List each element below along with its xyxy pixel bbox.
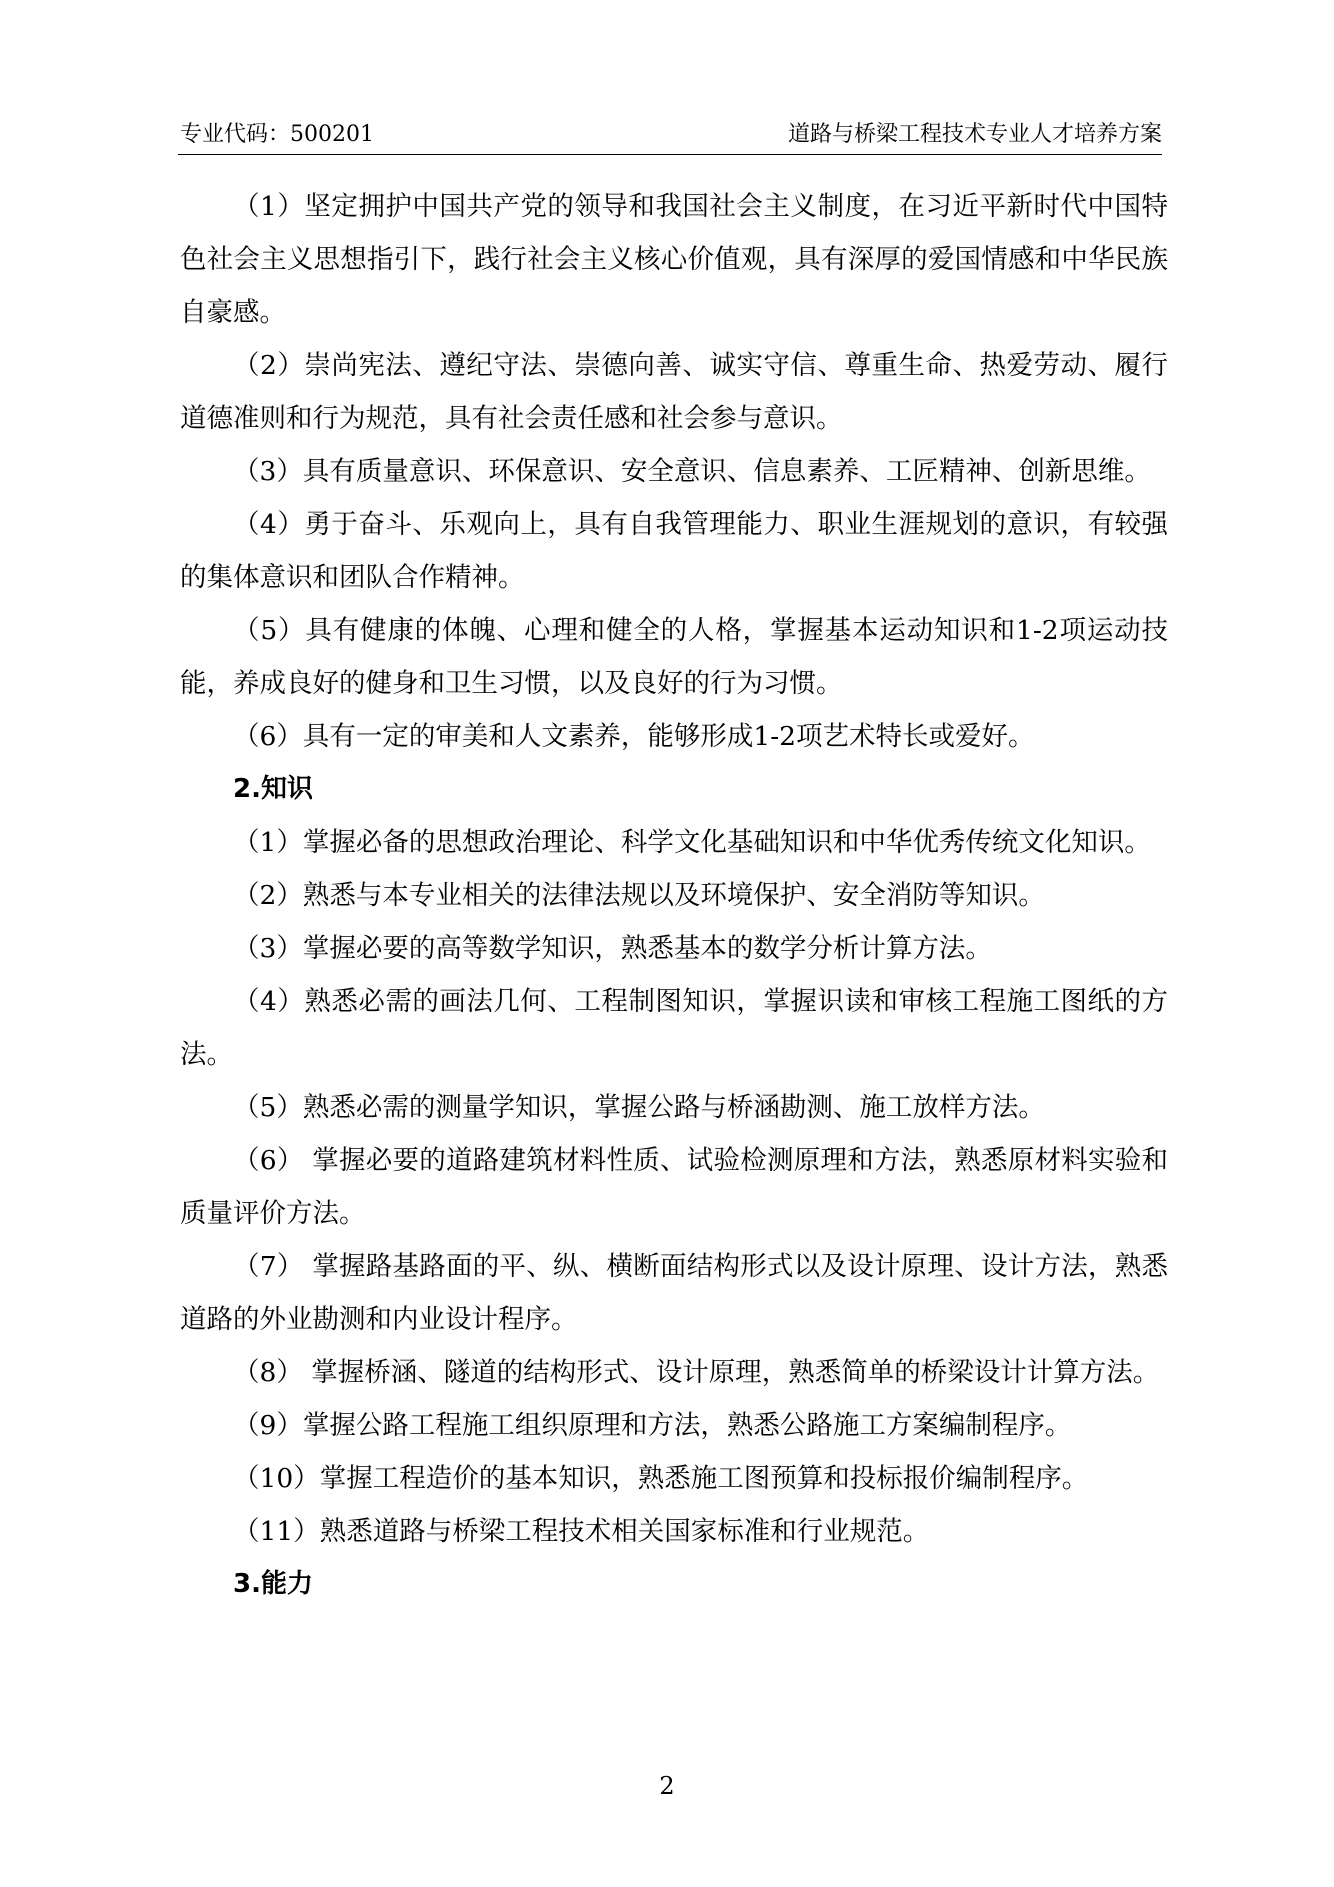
quality-item-3: （3）具有质量意识、环保意识、安全意识、信息素养、工匠精神、创新思维。 xyxy=(233,456,1151,487)
quality-item-6: （6）具有一定的审美和人文素养，能够形成1-2项艺术特长或爱好。 xyxy=(233,721,1035,752)
knowledge-item-3: （3）掌握必要的高等数学知识，熟悉基本的数学分析计算方法。 xyxy=(233,933,992,964)
knowledge-item-5: （5）熟悉必需的测量学知识，掌握公路与桥涵勘测、施工放样方法。 xyxy=(233,1092,1045,1123)
document-body xyxy=(180,180,1168,1611)
knowledge-item-8: （8） 掌握桥涵、隧道的结构形式、设计原理，熟悉简单的桥梁设计计算方法。 xyxy=(233,1357,1160,1388)
header-document-title: 道路与桥梁工程技术专业人才培养方案 xyxy=(787,122,1162,147)
knowledge-item-11: （11）熟悉道路与桥梁工程技术相关国家标准和行业规范。 xyxy=(233,1516,930,1547)
section-heading-knowledge: 2.知识 xyxy=(233,774,313,804)
page-header xyxy=(178,112,1162,155)
quality-item-5: （5）具有健康的体魄、心理和健全的人格，掌握基本运动知识和1-2项运动技能，养成良好的健身和卫生习惯，以及良好的行为习惯。 xyxy=(180,615,1168,699)
knowledge-item-1: （1）掌握必备的思想政治理论、科学文化基础知识和中华优秀传统文化知识。 xyxy=(233,827,1151,858)
knowledge-item-2: （2）熟悉与本专业相关的法律法规以及环境保护、安全消防等知识。 xyxy=(233,880,1045,911)
page-number: 2 xyxy=(659,1772,675,1800)
quality-item-2: （2）崇尚宪法、遵纪守法、崇德向善、诚实守信、尊重生命、热爱劳动、履行道德准则和行为规范，具有社会责任感和社会参与意识。 xyxy=(180,350,1168,434)
knowledge-item-9: （9）掌握公路工程施工组织原理和方法，熟悉公路施工方案编制程序。 xyxy=(233,1410,1072,1441)
header-major-code: 专业代码：500201 xyxy=(180,122,374,147)
knowledge-item-7: （7） 掌握路基路面的平、纵、横断面结构形式以及设计原理、设计方法，熟悉道路的外业勘测和内业设计程序。 xyxy=(180,1251,1168,1335)
knowledge-item-4: （4）熟悉必需的画法几何、工程制图知识，掌握识读和审核工程施工图纸的方法。 xyxy=(180,986,1168,1070)
section-heading-ability: 3.能力 xyxy=(233,1569,313,1599)
quality-item-4: （4）勇于奋斗、乐观向上，具有自我管理能力、职业生涯规划的意识，有较强的集体意识和团队合作精神。 xyxy=(180,509,1168,593)
quality-item-1: （1）坚定拥护中国共产党的领导和我国社会主义制度，在习近平新时代中国特色社会主义思想指引下，践行社会主义核心价值观，具有深厚的爱国情感和中华民族自豪感。 xyxy=(180,191,1168,328)
knowledge-item-10: （10）掌握工程造价的基本知识，熟悉施工图预算和投标报价编制程序。 xyxy=(233,1463,1089,1494)
knowledge-item-6: （6） 掌握必要的道路建筑材料性质、试验检测原理和方法，熟悉原材料实验和质量评价方法。 xyxy=(180,1145,1168,1229)
